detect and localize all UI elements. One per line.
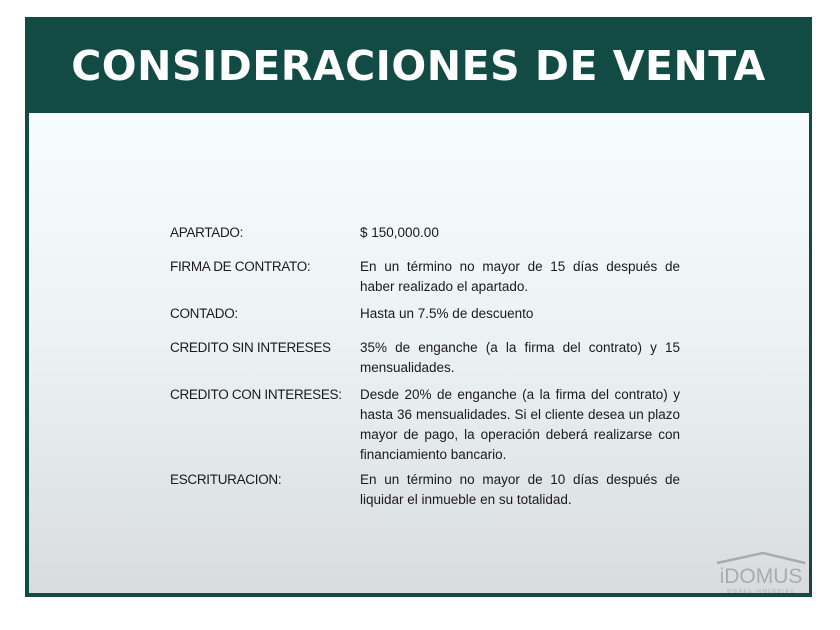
slide bbox=[25, 17, 812, 597]
row-value: En un término no mayor de 10 días después de liquidar el inmueble en su totalidad. bbox=[360, 472, 680, 507]
conditions-table bbox=[170, 223, 680, 510]
logo-tagline: BIENES INMUEBLES bbox=[727, 589, 795, 595]
title-bar bbox=[25, 17, 812, 111]
row-label: CONTADO: bbox=[170, 306, 238, 321]
row-value: Hasta un 7.5% de descuento bbox=[360, 306, 534, 321]
content-panel bbox=[29, 113, 809, 593]
idomus-logo bbox=[715, 551, 807, 595]
table-row bbox=[170, 223, 680, 243]
page-title: CONSIDERACIONES DE VENTA bbox=[71, 42, 766, 90]
row-label: CREDITO CON INTERESES: bbox=[170, 387, 342, 402]
row-label: APARTADO: bbox=[170, 225, 244, 240]
table-row bbox=[170, 338, 680, 378]
table-row bbox=[170, 470, 680, 510]
logo-text: iDOMUS bbox=[719, 565, 803, 588]
house-roof-icon bbox=[715, 551, 807, 595]
table-row bbox=[170, 385, 680, 465]
row-value: $ 150,000.00 bbox=[360, 225, 439, 240]
table-row bbox=[170, 257, 680, 297]
row-value: 35% de enganche (a la firma del contrato) y 15 mensualidades. bbox=[360, 340, 680, 375]
row-value: En un término no mayor de 15 días después de haber realizado el apartado. bbox=[360, 259, 680, 294]
row-label: CREDITO SIN INTERESES bbox=[170, 340, 331, 355]
row-value: Desde 20% de enganche (a la firma del contrato) y hasta 36 mensualidades. Si el cliente desea un plazo mayor de pago, la operación deberá realizarse con financiamiento bancario. bbox=[360, 387, 680, 462]
table-row bbox=[170, 304, 680, 324]
row-label: ESCRITURACION: bbox=[170, 472, 282, 487]
row-label: FIRMA DE CONTRATO: bbox=[170, 259, 311, 274]
